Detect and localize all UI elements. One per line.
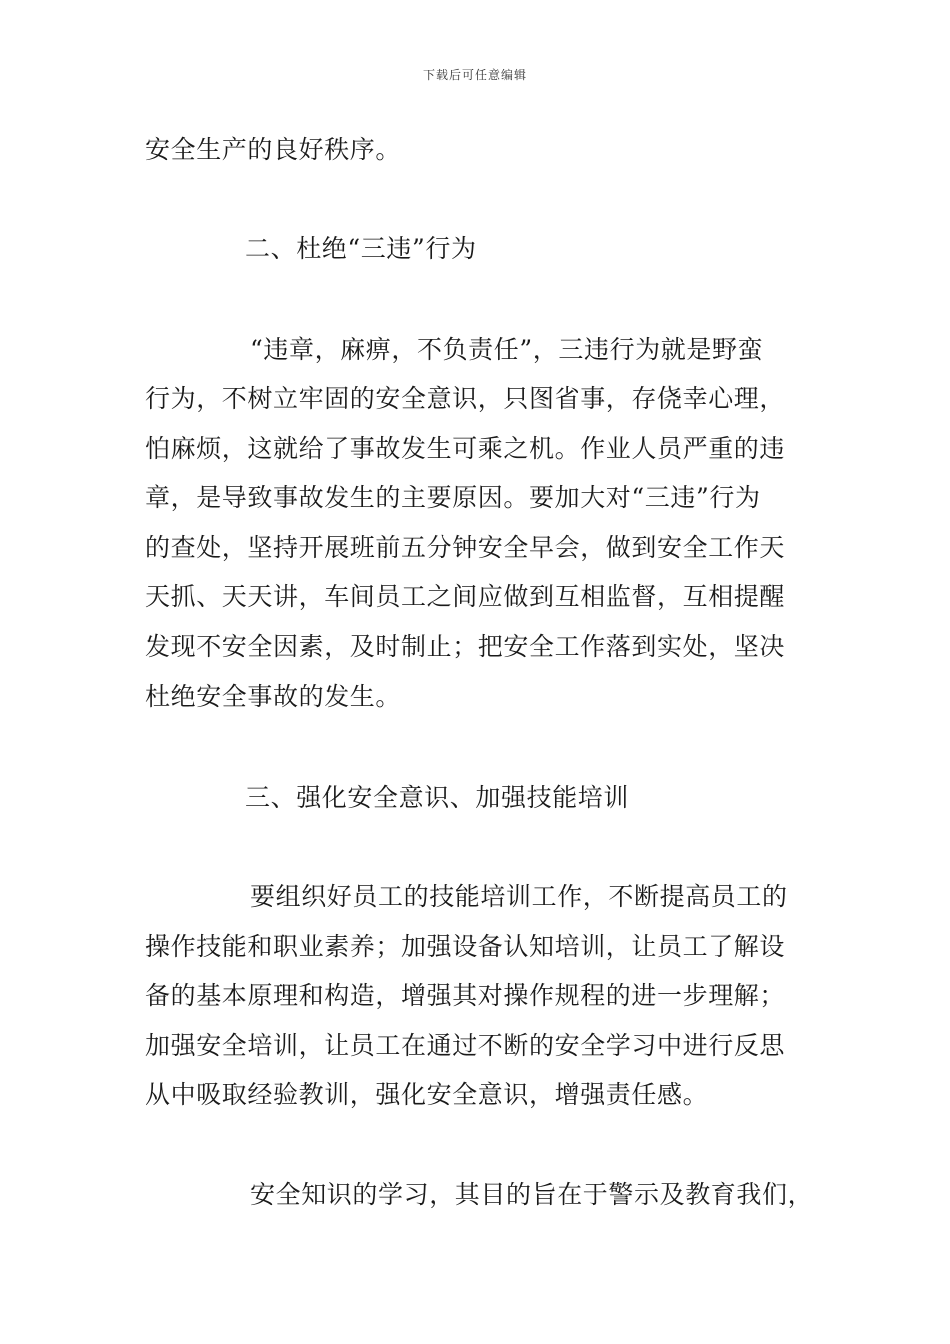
text-line: 杜绝安全事故的发生。	[145, 682, 402, 711]
page-header: 下载后可任意编辑	[422, 68, 527, 82]
text-line: 发现不安全因素，及时制止；把安全工作落到实处，坚决	[145, 632, 786, 661]
text-line: 操作技能和职业素养；加强设备认知培训，让员工了解设	[145, 932, 786, 961]
text-line: 的查处，坚持开展班前五分钟安全早会，做到安全工作天	[145, 533, 786, 562]
text-line: 备的基本原理和构造，增强其对操作规程的进一步理解；	[145, 981, 786, 1010]
text-line: 章，是导致事故发生的主要原因。要加大对“三违”行为	[145, 483, 761, 512]
section-heading: 三、强化安全意识、加强技能培训	[245, 783, 630, 812]
text-line: 加强安全培训，让员工在通过不断的安全学习中进行反思	[145, 1031, 786, 1060]
text-line: “违章，麻痹，不负责任”，三违行为就是野蛮	[250, 335, 764, 364]
text-line: 行为，不树立牢固的安全意识，只图省事，存侥幸心理，	[145, 384, 786, 413]
text-line: 怕麻烦，这就给了事故发生可乘之机。作业人员严重的违	[145, 434, 786, 463]
text-line: 安全知识的学习，其目的旨在于警示及教育我们，	[250, 1180, 814, 1209]
text-line: 要组织好员工的技能培训工作，不断提高员工的	[250, 882, 788, 911]
text-line: 安全生产的良好秩序。	[145, 135, 402, 164]
section-heading: 二、杜绝“三违”行为	[245, 234, 477, 263]
text-line: 天抓、天天讲，车间员工之间应做到互相监督，互相提醒	[145, 582, 786, 611]
text-line: 从中吸取经验教训，强化安全意识，增强责任感。	[145, 1080, 709, 1109]
